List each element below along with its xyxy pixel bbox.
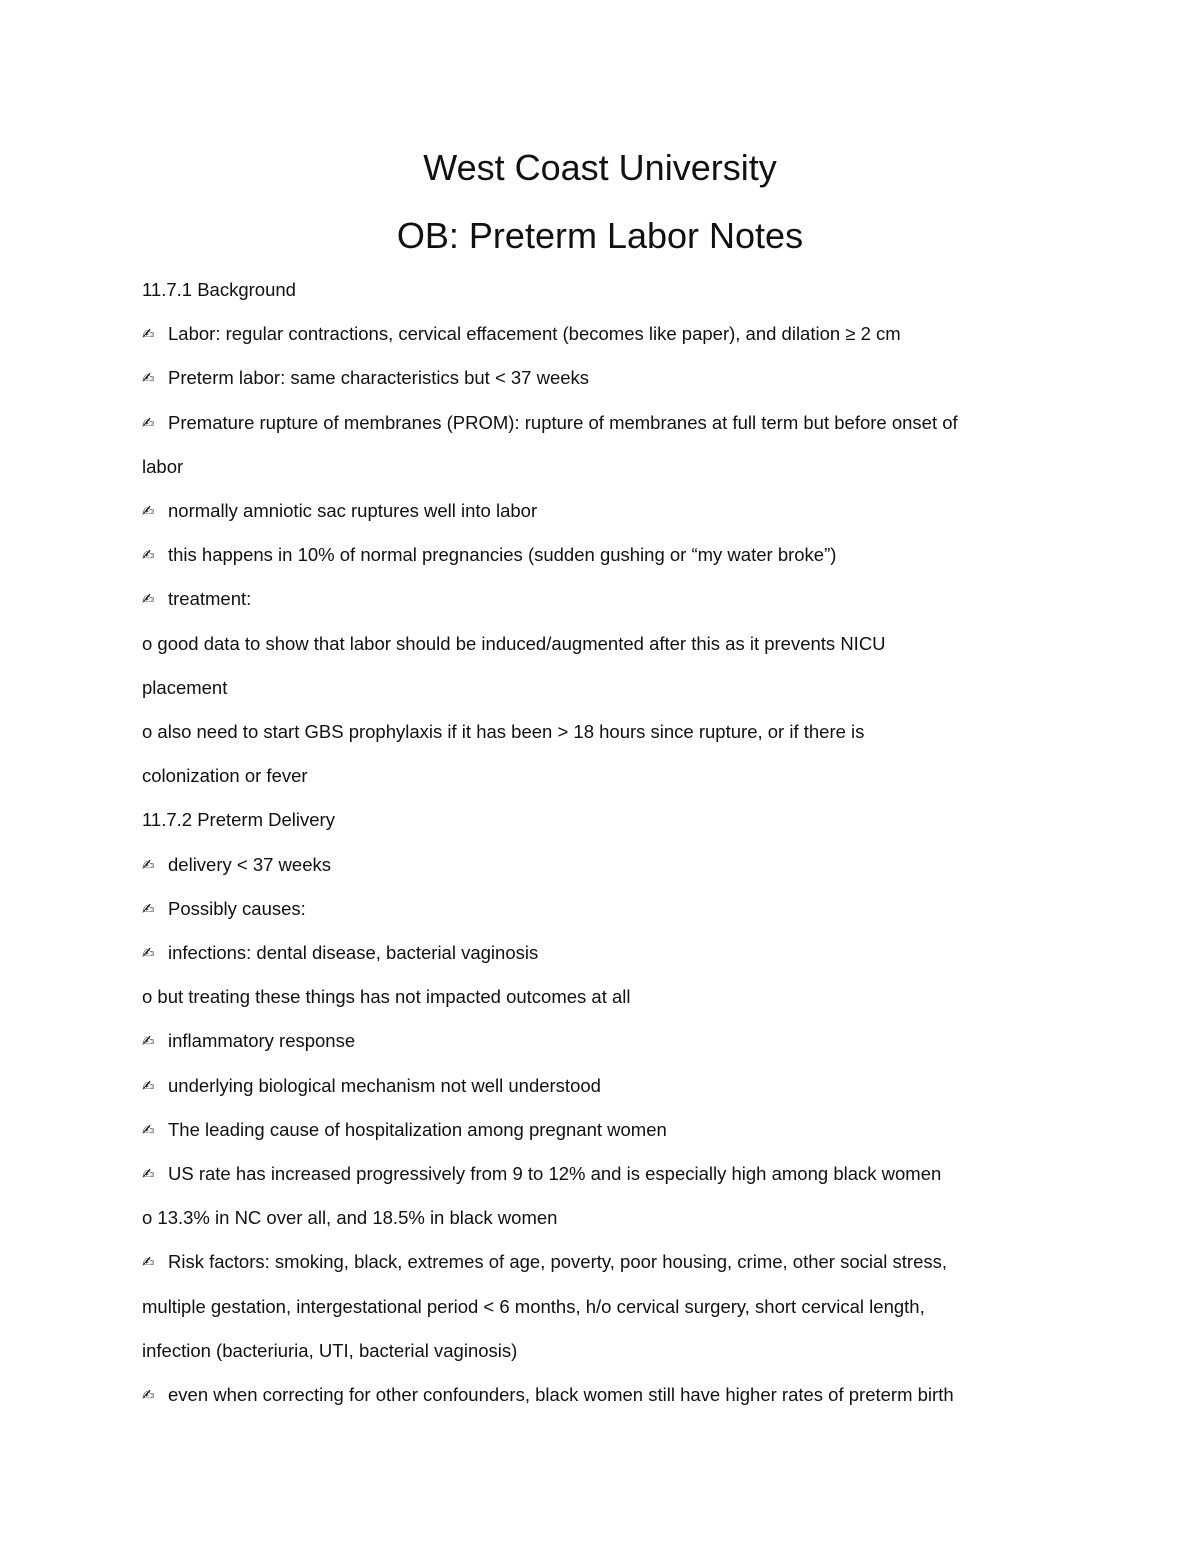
line-text: this happens in 10% of normal pregnancies (sudden gushing or “my water broke”)	[168, 544, 837, 566]
bullet-item	[142, 322, 1042, 347]
writing-hand-icon: ✍	[142, 945, 155, 962]
bullet-item	[142, 366, 1042, 391]
line-text: Possibly causes:	[168, 897, 306, 919]
bullet-item	[142, 587, 1042, 612]
line-text: infection (bacteriuria, UTI, bacterial vaginosis)	[142, 1339, 518, 1361]
bullet-item	[142, 499, 1042, 524]
line-text: normally amniotic sac ruptures well into labor	[168, 500, 538, 521]
university-title: West Coast University	[423, 147, 777, 188]
section-heading	[142, 278, 1042, 302]
writing-hand-icon: ✍	[142, 1033, 155, 1051]
document-title: OB: Preterm Labor Notes	[396, 215, 804, 256]
writing-hand-icon: ✍	[142, 326, 155, 344]
line-text: colonization or fever	[142, 765, 308, 787]
bullet-item	[142, 853, 1042, 878]
line-text: o good data to show that labor should be induced/augmented after this as it prevents NICU	[142, 632, 886, 654]
line-text: Preterm labor: same characteristics but < 37 weeks	[168, 367, 590, 389]
bullet-item	[142, 1029, 1042, 1054]
line-text: Labor: regular contractions, cervical effacement (becomes like paper), and dilation ≥ 2 cm	[168, 323, 901, 345]
line-text: 11.7.2 Preterm Delivery	[142, 809, 335, 831]
writing-hand-icon: ✍	[142, 591, 155, 609]
line-text: The leading cause of hospitalization among pregnant women	[168, 1118, 667, 1140]
line-text: delivery < 37 weeks	[168, 853, 331, 875]
bullet-item	[142, 941, 1042, 966]
bullet-item	[142, 1074, 1042, 1099]
line-text: o but treating these things has not impacted outcomes at all	[142, 986, 631, 1008]
writing-hand-icon: ✍	[142, 503, 155, 520]
writing-hand-icon: ✍	[142, 547, 155, 565]
line-text: inflammatory response	[168, 1030, 356, 1052]
writing-hand-icon: ✍	[142, 1387, 155, 1404]
text-line	[142, 764, 1042, 788]
text-line	[142, 1295, 1042, 1319]
text-line	[142, 455, 1042, 479]
writing-hand-icon: ✍	[142, 414, 155, 432]
line-text: o also need to start GBS prophylaxis if it has been > 18 hours since rupture, or if there is	[142, 721, 865, 742]
line-text: o 13.3% in NC over all, and 18.5% in black women	[142, 1207, 558, 1229]
writing-hand-icon: ✍	[142, 370, 155, 388]
line-text: Risk factors: smoking, black, extremes of age, poverty, poor housing, crime, other social stress,	[168, 1251, 948, 1273]
line-text: treatment:	[168, 588, 252, 610]
text-line	[142, 1339, 1042, 1363]
bullet-item	[142, 1250, 1042, 1275]
line-text: labor	[142, 455, 184, 477]
line-text: 11.7.1 Background	[142, 279, 296, 300]
line-text: even when correcting for other confounders, black women still have higher rates of preterm birth	[168, 1384, 954, 1405]
writing-hand-icon: ✍	[142, 856, 155, 874]
writing-hand-icon: ✍	[142, 900, 155, 918]
text-line	[142, 1206, 1042, 1230]
text-line	[142, 632, 1042, 656]
text-line	[142, 985, 1042, 1009]
writing-hand-icon: ✍	[142, 1166, 155, 1183]
section-heading	[142, 808, 1042, 832]
text-line	[142, 720, 1042, 744]
text-line	[142, 676, 1042, 700]
line-text: multiple gestation, intergestational period < 6 months, h/o cervical surgery, short cervical length,	[142, 1295, 925, 1317]
writing-hand-icon: ✍	[142, 1077, 155, 1095]
bullet-item	[142, 897, 1042, 922]
bullet-item	[142, 1383, 1042, 1408]
bullet-item	[142, 1118, 1042, 1143]
line-text: US rate has increased progressively from 9 to 12% and is especially high among black women	[168, 1163, 942, 1184]
bullet-item	[142, 411, 1042, 436]
line-text: Premature rupture of membranes (PROM): rupture of membranes at full term but before onset of	[168, 411, 958, 433]
bullet-item	[142, 1162, 1042, 1187]
writing-hand-icon: ✍	[142, 1121, 155, 1139]
line-text: placement	[142, 676, 228, 698]
line-text: infections: dental disease, bacterial vaginosis	[168, 942, 539, 963]
bullet-item	[142, 543, 1042, 568]
writing-hand-icon: ✍	[142, 1254, 155, 1272]
line-text: underlying biological mechanism not well understood	[168, 1074, 601, 1096]
